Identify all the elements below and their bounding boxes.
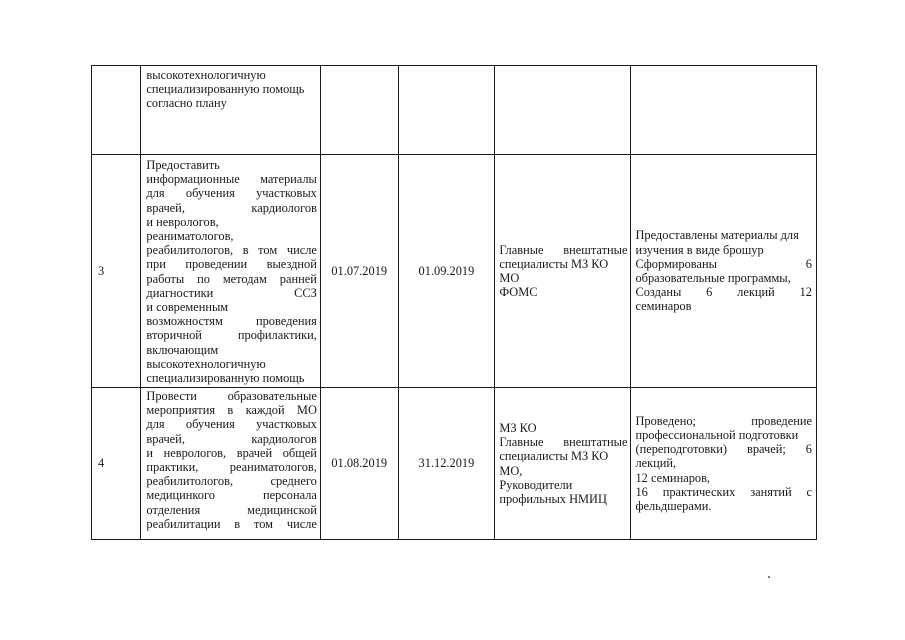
activity-name-line: для обучения участковых xyxy=(146,417,317,432)
responsible-line: профильных НМИЦ xyxy=(499,491,607,506)
activity-name-line: медицинкого персонала xyxy=(146,488,317,503)
activity-name-line: работы по методам ранней xyxy=(146,271,317,286)
activity-name-line: и современным xyxy=(146,300,229,315)
result-line: Предоставлены материалы для xyxy=(635,228,799,243)
activity-name-line: врачей, кардиологов xyxy=(146,200,317,215)
responsible-line: специалисты МЗ КО xyxy=(499,449,609,464)
result-line: изучения в виде брошур xyxy=(635,242,764,257)
activity-name-line: Провести образовательные xyxy=(146,389,317,403)
activity-name-line: возможностям проведения xyxy=(146,314,317,329)
responsible-line: Главные внештатные xyxy=(499,242,628,257)
activity-name-line: и неврологов, xyxy=(146,214,219,229)
activity-name-line: включающим xyxy=(146,342,219,357)
activity-name-line: специализированную помощь xyxy=(146,371,305,386)
activity-name-line: отделения медицинской xyxy=(146,502,317,517)
activity-name-line: вторичной профилактики, xyxy=(146,328,317,343)
activity-name-line: при проведении выездной xyxy=(146,257,317,272)
activity-name-line: практики, реаниматологов, xyxy=(146,460,317,475)
activity-name-line: высокотехнологичную xyxy=(146,68,266,82)
row-number-cell: 4 xyxy=(92,388,141,540)
responsible-line: Главные внештатные xyxy=(499,435,628,450)
activity-name-line: диагностики ССЗ xyxy=(146,285,317,300)
activity-name-line: информационные материалы xyxy=(146,172,317,187)
activity-name-cell xyxy=(141,388,320,540)
table-row-4 xyxy=(92,388,817,540)
result-cell xyxy=(631,66,817,155)
start-date-cell: 01.08.2019 xyxy=(320,388,398,540)
result-line: (переподготовки) врачей; 6 xyxy=(635,442,812,457)
start-date-cell xyxy=(320,66,398,155)
responsible-line: специалисты МЗ КО xyxy=(499,256,609,271)
activity-name-line: мероприятия в каждой МО xyxy=(146,403,317,418)
scan-speck xyxy=(768,576,770,578)
result-cell xyxy=(631,388,817,540)
activity-name-line: реабилитологов, среднего xyxy=(146,474,317,489)
activity-name-line: реаниматологов, xyxy=(146,229,234,244)
end-date-cell: 31.12.2019 xyxy=(398,388,495,540)
result-line: Проведено; проведение xyxy=(635,413,812,428)
activity-name-line: врачей, кардиологов xyxy=(146,431,317,446)
row-number-cell xyxy=(92,66,141,155)
table-row-continuation xyxy=(92,66,817,155)
responsible-line: ФОМС xyxy=(499,285,538,300)
result-line: Сформированы 6 xyxy=(635,256,812,271)
result-line: Созданы 6 лекций 12 xyxy=(635,285,812,300)
result-line: образовательные программы, xyxy=(635,271,791,285)
activity-name-line: для обучения участковых xyxy=(146,186,317,201)
responsible-line: МО xyxy=(499,271,520,285)
responsible-line: МЗ КО xyxy=(499,420,537,435)
activity-name-cell xyxy=(141,66,320,155)
end-date-cell xyxy=(398,66,495,155)
start-date-cell: 01.07.2019 xyxy=(320,155,398,388)
result-line: лекций, xyxy=(635,456,677,471)
end-date-cell: 01.09.2019 xyxy=(398,155,495,388)
result-line: профессиональной подготовки xyxy=(635,427,799,442)
responsible-cell xyxy=(495,388,631,540)
row-number-cell: 3 xyxy=(92,155,141,388)
responsible-cell xyxy=(495,155,631,388)
activity-name-line: согласно плану xyxy=(146,96,227,111)
responsible-cell xyxy=(495,66,631,155)
responsible-line: Руководители xyxy=(499,477,573,492)
activity-name-line: реабилитации в том числе xyxy=(146,516,317,531)
activity-name-line: Предоставить xyxy=(146,158,220,172)
activity-name-line: реабилитологов, в том числе xyxy=(146,243,317,258)
activity-name-line: высокотехнологичную xyxy=(146,356,266,371)
result-line: 12 семинаров, xyxy=(635,470,711,485)
activity-name-line: и неврологов, врачей общей xyxy=(146,445,317,460)
plan-table xyxy=(91,65,817,540)
result-cell xyxy=(631,155,817,388)
responsible-line: МО, xyxy=(499,463,523,478)
table-row-3 xyxy=(92,155,817,388)
result-line: фельдшерами. xyxy=(635,499,712,513)
activity-name-line: специализированную помощь xyxy=(146,82,305,97)
activity-name-cell xyxy=(141,155,320,388)
result-line: 16 практических занятий с xyxy=(635,484,812,499)
result-line: семинаров xyxy=(635,299,692,314)
